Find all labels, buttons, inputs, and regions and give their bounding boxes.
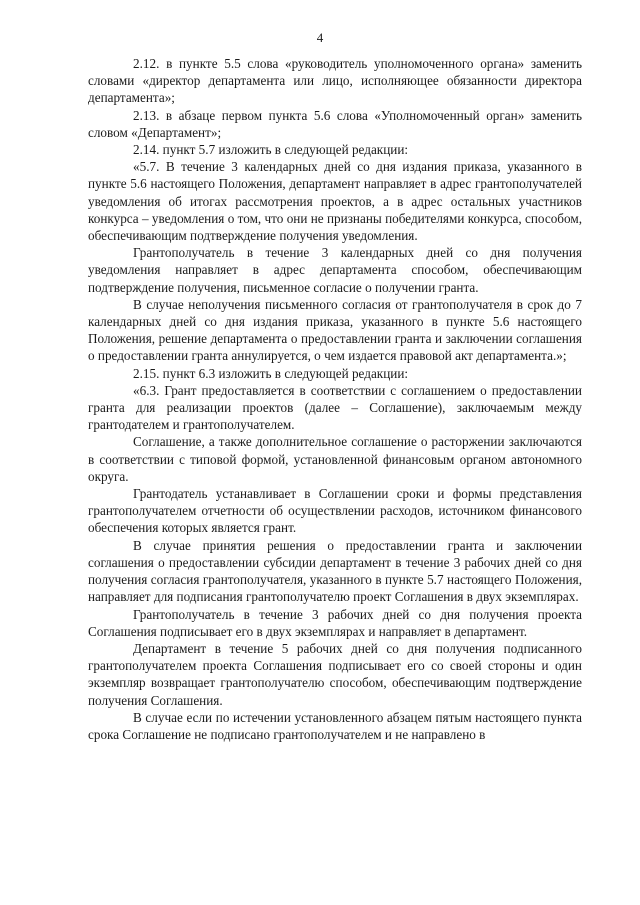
paragraph-consent: Грантополучатель в течение 3 календарных дней со дня получения уведомления направляет в адрес департамента способом, обеспечивающим подтверждение получения, письменное согласие о получении гранта.: [88, 245, 582, 295]
document-body: [88, 55, 582, 743]
paragraph-2-12: 2.12. в пункте 5.5 слова «руководитель уполномоченного органа» заменить словами «директор департамента или лицо, исполняющее обязанности директора департамента»;: [88, 56, 582, 106]
paragraph-2-13: 2.13. в абзаце первом пункта 5.6 слова «Уполномоченный орган» заменить словом «Департамент»;: [88, 107, 582, 140]
paragraph-agreement-form: Соглашение, а также дополнительное соглашение о расторжении заключаются в соответствии с типовой формой, установленной финансовым органом автономного округа.: [88, 434, 582, 484]
paragraph-2-15: 2.15. пункт 6.3 изложить в следующей редакции:: [133, 365, 409, 381]
paragraph-decision: В случае принятия решения о предоставлении гранта и заключении соглашения о предоставлении субсидии департамент в течение 3 рабочих дней со дня получения согласия грантополучателя, указанного в пункте 5.7 настоящего Положения, направляет для подписания грантополучателю проект Соглашения в двух экземплярах.: [88, 537, 582, 605]
paragraph-non-receipt: В случае неполучения письменного согласия от грантополучателя в срок до 7 календарных дней со дня издания приказа, указанного в пункте 5.6 настоящего Положения, решение департамента о предоставлении гранта и заключении соглашения о предоставлении гранта аннулируется, о чем издается правовой акт департамента.»;: [88, 296, 582, 364]
paragraph-reporting: Грантодатель устанавливает в Соглашении сроки и формы представления грантополучателем отчетности об осуществлении расходов, источником финансового обеспечения которых является грант.: [88, 486, 582, 536]
paragraph-6-3: «6.3. Грант предоставляется в соответствии с соглашением о предоставлении гранта для реализации проектов (далее – Соглашение), заключаемым между грантодателем и грантополучателем.: [88, 382, 582, 433]
paragraph-signing: Грантополучатель в течение 3 рабочих дней со дня получения проекта Соглашения подписывает его в двух экземплярах и направляет в департамент.: [88, 606, 582, 639]
paragraph-deadline: В случае если по истечении установленного абзацем пятым настоящего пункта срока Соглашение не подписано грантополучателем и не направлено в: [88, 709, 582, 742]
paragraph-5-7: «5.7. В течение 3 календарных дней со дня издания приказа, указанного в пункте 5.6 настоящего Положения, департамент направляет в адрес грантополучателей уведомления об итогах рассмотрения проектов, а в адрес остальных участников конкурса – уведомления о том, что они не признаны победителями конкурса, способом, обеспечивающим подтверждение получения уведомления.: [88, 159, 582, 244]
page-number: 4: [316, 30, 324, 45]
paragraph-2-14: 2.14. пункт 5.7 изложить в следующей редакции:: [133, 142, 409, 158]
paragraph-department-signing: Департамент в течение 5 рабочих дней со дня получения подписанного грантополучателем проекта Соглашения подписывает его со своей стороны и один экземпляр возвращает грантополучателю способом, обеспечивающим подтверждение получения Соглашения.: [88, 640, 582, 708]
